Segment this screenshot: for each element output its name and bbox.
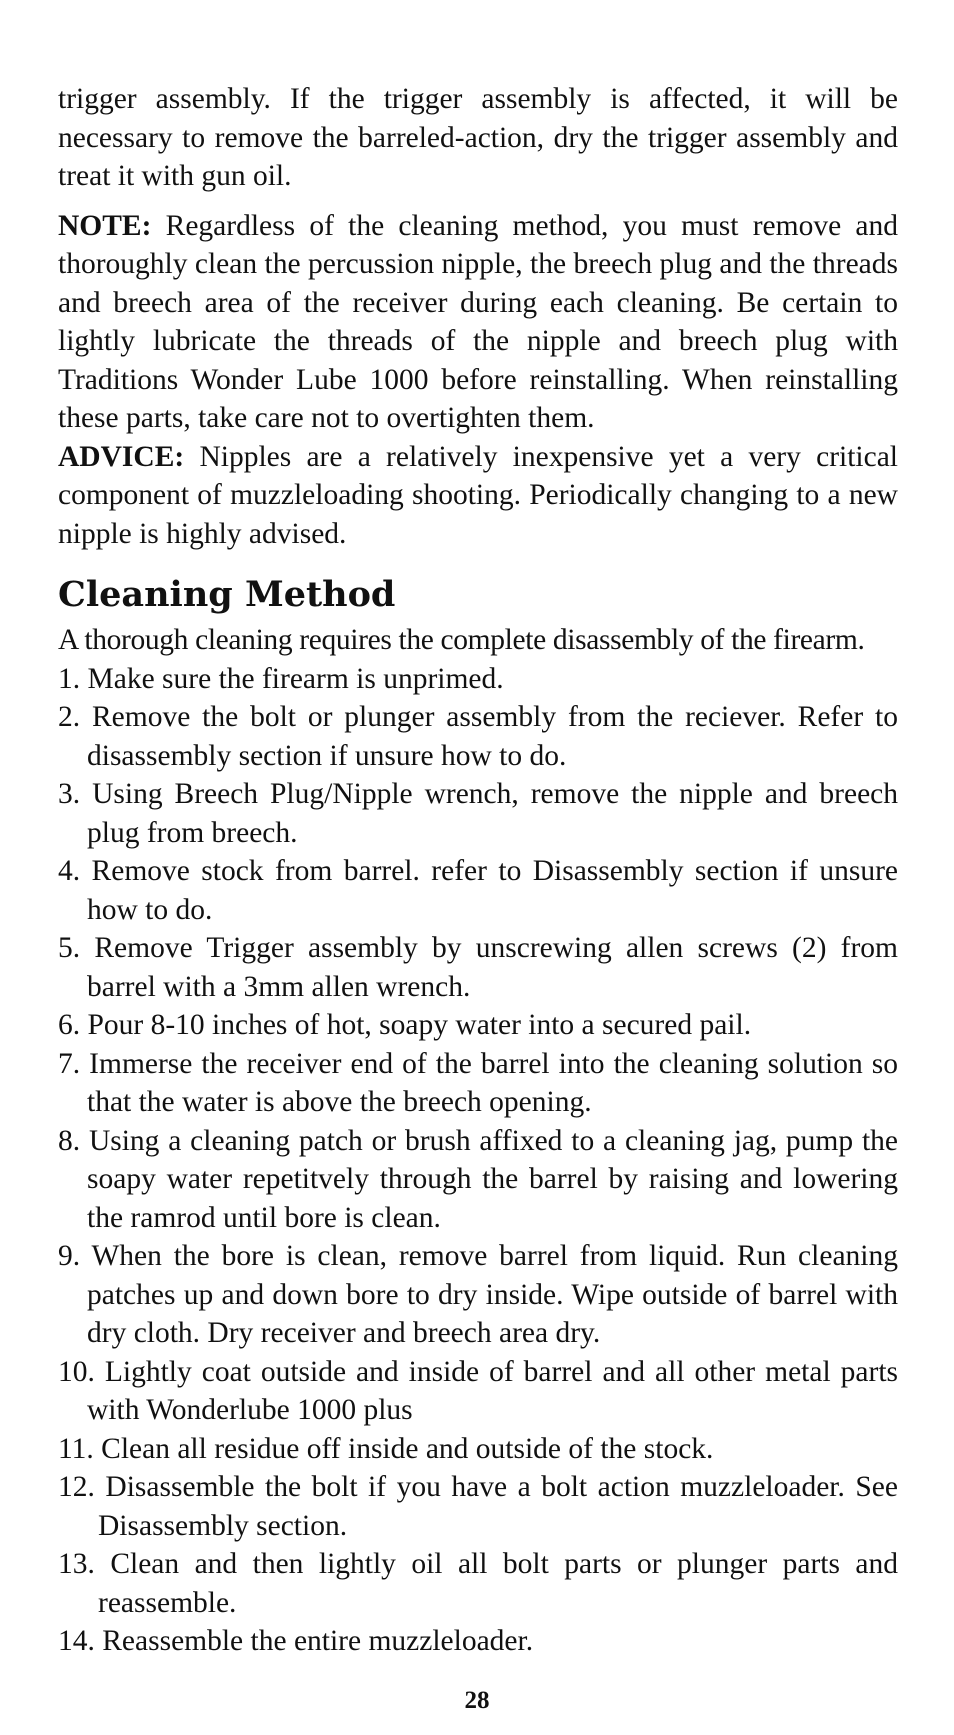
list-item [58,775,898,852]
step-text: Clean all residue off inside and outside of the stock. [93,1432,714,1465]
step-text: Remove the bolt or plunger assembly from the reciever. Refer to disassembly section if unsure how to do. [80,701,898,772]
advice-text: Nipples are a relatively inexpensive yet a very critical component of muzzleloading shooting. Periodically changing to a new nipple is highly advised. [58,440,898,550]
list-item [58,1006,898,1045]
intro-paragraph: trigger assembly. If the trigger assembly is affected, it will be necessary to remove the barreled-action, dry the trigger assembly and treat it with gun oil. [58,83,898,192]
step-text: Make sure the firearm is unprimed. [80,662,504,695]
note-label: NOTE: [58,209,152,242]
step-text: Reassemble the entire muzzleloader. [94,1625,534,1657]
document-page [58,80,898,1661]
step-number: 4. [58,855,81,887]
step-text: Remove Trigger assembly by unscrewing allen screws (2) from barrel with a 3mm allen wrench. [80,932,898,1003]
step-number: 7. [58,1047,81,1080]
step-number: 12. [58,1471,95,1503]
step-text: Clean and then lightly oil all bolt parts or plunger parts and reassemble. [94,1548,898,1619]
step-number: 2. [58,701,81,733]
step-number: 14. [58,1625,95,1657]
step-text: Pour 8-10 inches of hot, soapy water into a secured pail. [80,1009,752,1041]
step-text: Remove stock from barrel. refer to Disassembly section if unsure how to do. [80,855,898,926]
list-item [58,1353,898,1430]
section-lead: A thorough cleaning requires the complete disassembly of the firearm. [58,624,865,656]
list-item [58,1430,898,1469]
step-number: 6. [58,1009,81,1041]
step-number: 1. [58,662,81,695]
list-item [58,698,898,775]
note-text: Regardless of the cleaning method, you must remove and thoroughly clean the percussion nipple, the breech plug and the threads and breech area of the receiver during each cleaning. Be certain to lightly lubricate the threads of the nipple and breech plug with Traditions Wonder Lube 1000 before reinstalling. When reinstalling these parts, take care not to overtighten them. [58,209,898,434]
step-number: 8. [58,1124,81,1157]
advice-label: ADVICE: [58,440,185,473]
list-item [58,1045,898,1122]
step-number: 10. [58,1355,95,1388]
list-item [58,1122,898,1238]
step-text: When the bore is clean, remove barrel from liquid. Run cleaning patches up and down bore to dry inside. Wipe outside of barrel with dry cloth. Dry receiver and breech area dry. [80,1240,898,1349]
list-item [58,1622,898,1661]
list-item [58,852,898,929]
cleaning-steps-list [58,660,898,1661]
step-number: 5. [58,932,81,964]
section-heading: Cleaning Method [58,574,396,615]
step-text: Using Breech Plug/Nipple wrench, remove the nipple and breech plug from breech. [80,778,898,849]
step-text: Disassemble the bolt if you have a bolt action muzzleloader. See Disassembly section. [94,1471,898,1542]
note-paragraph [58,207,898,438]
step-number: 9. [58,1240,81,1272]
step-number: 13. [58,1548,95,1580]
list-item [58,929,898,1006]
step-number: 11. [58,1432,94,1465]
advice-paragraph [58,438,898,554]
page-number: 28 [464,1687,490,1714]
list-item [58,1545,898,1622]
list-item [58,1468,898,1545]
list-item [58,1237,898,1353]
step-text: Immerse the receiver end of the barrel into the cleaning solution so that the water is above the breech opening. [80,1047,898,1118]
step-text: Lightly coat outside and inside of barrel and all other metal parts with Wonderlube 1000 plus [87,1355,898,1426]
list-item [58,660,898,699]
step-text: Using a cleaning patch or brush affixed to a cleaning jag, pump the soapy water repetitvely through the barrel by raising and lowering the ramrod until bore is clean. [80,1124,898,1234]
step-number: 3. [58,778,81,810]
